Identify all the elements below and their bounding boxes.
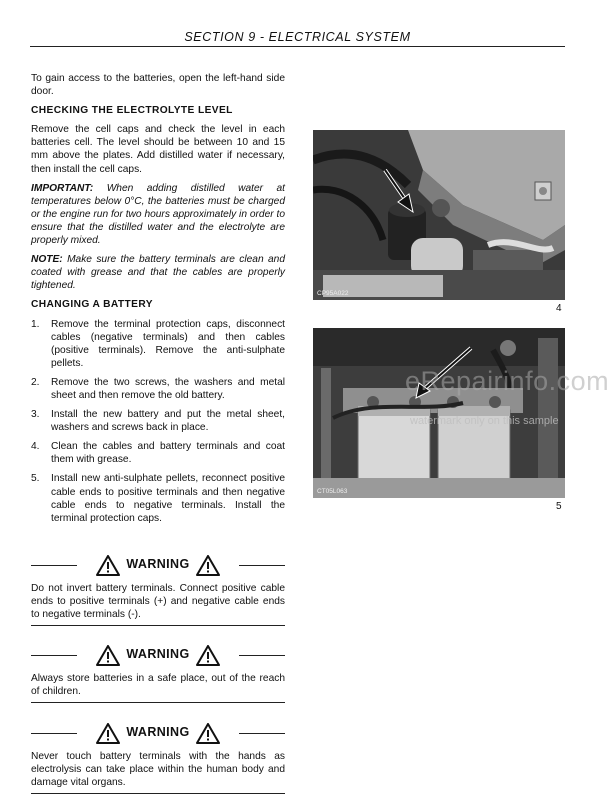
- warning-rule: [239, 655, 285, 656]
- warning-label: WARNING: [126, 647, 190, 662]
- warning-rule: [239, 733, 285, 734]
- note-paragraph: [31, 253, 285, 292]
- list-item: [31, 408, 285, 434]
- note-label: NOTE:: [31, 254, 63, 266]
- list-item: [31, 376, 285, 402]
- watermark-sub: watermark only on this sample: [410, 415, 559, 427]
- important-paragraph: [31, 182, 285, 247]
- step-number: 1.: [31, 318, 40, 330]
- warning-title: [93, 642, 223, 668]
- warning-block-3: [31, 720, 285, 794]
- changing-heading: CHANGING A BATTERY: [31, 299, 153, 311]
- figure-code: CP95A022: [317, 290, 349, 297]
- intro-paragraph: To gain access to the batteries, open the left-hand side door.: [31, 73, 285, 98]
- list-item: [31, 318, 285, 370]
- note-text: Make sure the battery terminals are clean and coated with grease and that the cables are properly tightened.: [31, 254, 285, 292]
- warning-bar: [31, 552, 285, 578]
- important-text: When adding distilled water at temperatures below 0°C, the batteries must be charged or the engine run for two hours approximately in order to ensure that the distilled water and the electrolyte are properly mixed.: [31, 182, 285, 247]
- warning-triangle-icon: [196, 645, 220, 666]
- warning-label: WARNING: [126, 557, 190, 572]
- figure-number: 4: [556, 303, 562, 314]
- warning-bar: [31, 720, 285, 746]
- step-text: Install new anti-sulphate pellets, reconnect positive cable ends to positive terminals and then negative cable ends to negative terminals. Install the terminal protection caps.: [51, 473, 285, 524]
- warning-triangle-icon: [96, 555, 120, 576]
- section-header: SECTION 9 - ELECTRICAL SYSTEM: [30, 30, 565, 47]
- warning-rule: [31, 565, 77, 566]
- warning-title: [93, 552, 223, 578]
- main-text-column: [31, 72, 285, 531]
- warning-title: [93, 720, 223, 746]
- warning-rule: [31, 733, 77, 734]
- important-label: IMPORTANT:: [31, 182, 94, 194]
- warning-triangle-icon: [96, 645, 120, 666]
- battery-pair-illustration: [313, 328, 565, 498]
- figure-4-photo: [313, 130, 565, 300]
- step-text: Remove the terminal protection caps, disconnect cables (negative terminals) and then cables (positive terminals). Remove the anti-sulphate pellets.: [51, 318, 285, 369]
- figure-number: 5: [556, 501, 562, 512]
- warning-triangle-icon: [196, 555, 220, 576]
- warning-text: Always store batteries in a safe place, out of the reach of children.: [31, 672, 285, 703]
- list-item: [31, 472, 285, 524]
- warning-text: Do not invert battery terminals. Connect positive cable ends to positive terminals (+) and negative cable ends to negative terminals (-).: [31, 582, 285, 626]
- warning-triangle-icon: [96, 723, 120, 744]
- step-number: 2.: [31, 376, 40, 388]
- warning-text: Never touch battery terminals with the hands as electrolysis can take place within the human body and damage vital organs.: [31, 750, 285, 794]
- warning-block-2: [31, 642, 285, 703]
- step-text: Remove the two screws, the washers and metal sheet and then remove the old battery.: [51, 376, 285, 401]
- warning-label: WARNING: [126, 725, 190, 740]
- list-item: [31, 440, 285, 466]
- watermark-main: eRepairinfo.com: [405, 366, 609, 396]
- step-number: 5.: [31, 473, 40, 485]
- warning-bar: [31, 642, 285, 668]
- warning-block-1: [31, 552, 285, 626]
- electrolyte-heading: CHECKING THE ELECTROLYTE LEVEL: [31, 105, 233, 117]
- figure-code: CT05L063: [317, 488, 348, 495]
- step-number: 3.: [31, 409, 40, 421]
- warning-rule: [239, 565, 285, 566]
- figure-5-photo: [313, 328, 565, 498]
- step-text: Install the new battery and put the metal sheet, washers and screws back in place.: [51, 409, 285, 434]
- step-number: 4.: [31, 441, 40, 453]
- step-text: Clean the cables and battery terminals and coat them with grease.: [51, 441, 285, 466]
- warning-rule: [31, 655, 77, 656]
- battery-compartment-illustration: [313, 130, 565, 300]
- warning-triangle-icon: [196, 723, 220, 744]
- electrolyte-paragraph: Remove the cell caps and check the level in each batteries cell. The level should be between 10 and 15 mm above the plates. Add distilled water if necessary, then install the cell caps.: [31, 124, 285, 175]
- changing-steps-list: [31, 318, 285, 525]
